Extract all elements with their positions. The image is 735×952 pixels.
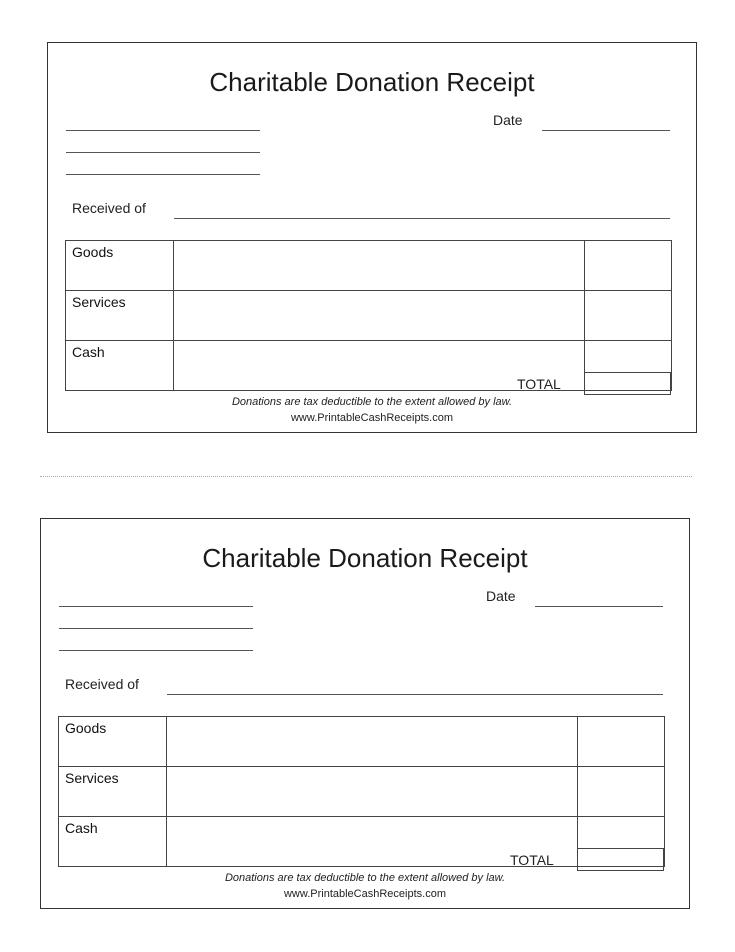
address-line-2[interactable] bbox=[66, 152, 260, 153]
donation-items-table bbox=[58, 716, 665, 867]
goods-description-cell[interactable] bbox=[174, 241, 585, 291]
cash-label: Cash bbox=[59, 817, 167, 867]
cash-label: Cash bbox=[66, 341, 174, 391]
tax-deductible-note: Donations are tax deductible to the extent allowed by law. bbox=[231, 396, 513, 408]
goods-amount-cell[interactable] bbox=[578, 717, 665, 767]
table-row bbox=[59, 767, 665, 817]
received-of-line[interactable] bbox=[174, 218, 670, 219]
tax-deductible-note: Donations are tax deductible to the extent allowed by law. bbox=[224, 872, 506, 884]
services-amount-cell[interactable] bbox=[585, 291, 672, 341]
services-description-cell[interactable] bbox=[167, 767, 578, 817]
received-of-label: Received of bbox=[65, 676, 139, 692]
address-line-2[interactable] bbox=[59, 628, 253, 629]
donation-items-table bbox=[65, 240, 672, 391]
services-amount-cell[interactable] bbox=[578, 767, 665, 817]
date-line[interactable] bbox=[535, 606, 663, 607]
table-row bbox=[66, 341, 672, 391]
donation-receipt bbox=[40, 518, 690, 909]
total-amount-box[interactable] bbox=[584, 372, 671, 395]
address-line-1[interactable] bbox=[59, 606, 253, 607]
total-amount-box[interactable] bbox=[577, 848, 664, 871]
services-description-cell[interactable] bbox=[174, 291, 585, 341]
receipt-title: Charitable Donation Receipt bbox=[209, 67, 535, 97]
address-line-3[interactable] bbox=[66, 174, 260, 175]
donation-receipt bbox=[47, 42, 697, 433]
website-url: www.PrintableCashReceipts.com bbox=[283, 888, 446, 900]
goods-label: Goods bbox=[59, 717, 167, 767]
table-row bbox=[66, 291, 672, 341]
received-of-label: Received of bbox=[72, 200, 146, 216]
website-url: www.PrintableCashReceipts.com bbox=[290, 412, 453, 424]
date-line[interactable] bbox=[542, 130, 670, 131]
cut-line bbox=[40, 476, 692, 477]
services-label: Services bbox=[66, 291, 174, 341]
received-of-line[interactable] bbox=[167, 694, 663, 695]
receipt-title: Charitable Donation Receipt bbox=[202, 543, 528, 573]
services-label: Services bbox=[59, 767, 167, 817]
total-label: TOTAL bbox=[510, 852, 554, 868]
date-label: Date bbox=[493, 112, 523, 128]
date-label: Date bbox=[486, 588, 516, 604]
goods-amount-cell[interactable] bbox=[585, 241, 672, 291]
table-row bbox=[59, 817, 665, 867]
goods-description-cell[interactable] bbox=[167, 717, 578, 767]
total-label: TOTAL bbox=[517, 376, 561, 392]
goods-label: Goods bbox=[66, 241, 174, 291]
table-row bbox=[59, 717, 665, 767]
address-line-1[interactable] bbox=[66, 130, 260, 131]
table-row bbox=[66, 241, 672, 291]
address-line-3[interactable] bbox=[59, 650, 253, 651]
